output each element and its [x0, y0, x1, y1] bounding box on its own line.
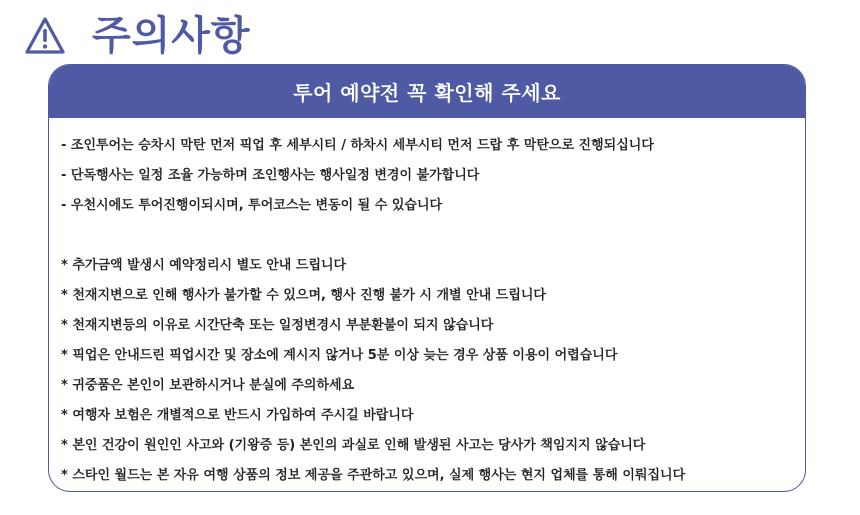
notice-title-row: [24, 10, 251, 62]
star-note: * 추가금액 발생시 예약정리시 별도 안내 드립니다: [61, 258, 347, 273]
card-header: 투어 예약전 꼭 확인해 주세요: [49, 65, 805, 118]
star-note: * 천재지변등의 이유로 시간단축 또는 일정변경시 부분환불이 되지 않습니다: [61, 318, 494, 333]
star-note: * 여행자 보험은 개별적으로 반드시 가입하여 주시길 바랍니다: [61, 408, 414, 423]
star-note: * 스타인 월드는 본 자유 여행 상품의 정보 제공을 주관하고 있으며, 실제 행사는 현지 업체를 통해 이뤄집니다: [61, 468, 686, 483]
dash-note: - 조인투어는 승차시 막탄 먼저 픽업 후 세부시티 / 하차시 세부시티 먼저 드랍 후 막탄으로 진행되십니다: [61, 138, 654, 153]
warning-triangle-icon: [24, 16, 66, 56]
star-note: * 천재지변으로 인해 행사가 불가할 수 있으며, 행사 진행 불가 시 개별 안내 드립니다: [61, 288, 546, 303]
notice-card: [48, 64, 806, 492]
star-note: * 본인 건강이 원인인 사고와 (기왕증 등) 본인의 과실로 인해 발생된 사고는 당사가 책임지지 않습니다: [61, 438, 646, 453]
dash-note: - 우천시에도 투어진행이되시며, 투어코스는 변동이 될 수 있습니다: [61, 198, 443, 213]
star-note: * 픽업은 안내드린 픽업시간 및 장소에 계시지 않거나 5분 이상 늦는 경우 상품 이용이 어렵습니다: [61, 348, 618, 363]
page-title: 주의사항: [92, 13, 251, 59]
star-note: * 귀중품은 본인이 보관하시거나 분실에 주의하세요: [61, 378, 355, 393]
dash-note: - 단독행사는 일정 조율 가능하며 조인행사는 행사일정 변경이 불가합니다: [61, 168, 480, 183]
notes-list: [61, 131, 795, 491]
spacer: [61, 221, 795, 251]
